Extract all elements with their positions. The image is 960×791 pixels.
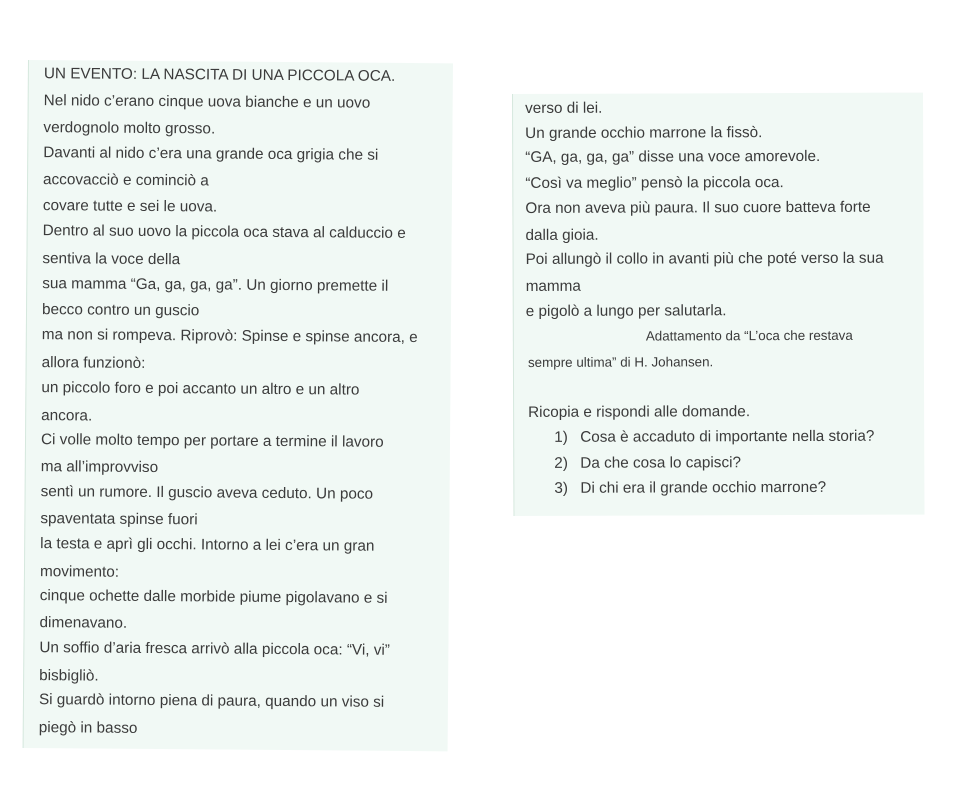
story-line: Davanti al nido c’era una grande oca grigia che si [43,144,379,164]
story-line: ancora. [41,407,93,425]
story-line: Un soffio d’aria fresca arrivò alla piccola oca: “Vi, vi” [39,639,391,659]
story-line: “GA, ga, ga, ga” disse una voce amorevole. [525,147,821,166]
story-line: dalla gioia. [525,226,599,244]
story-title: UN EVENTO: LA NASCITA DI UNA PICCOLA OCA. [43,65,396,85]
story-line: sentì un rumore. Il guscio aveva ceduto. Un poco [40,483,374,503]
attribution-line: Adattamento da “L’oca che restava [645,327,853,344]
question-number: 1) [554,428,568,446]
question-item [554,428,874,447]
story-line: Dentro al suo uovo la piccola oca stava al calduccio e [42,222,406,242]
story-line: verdognolo molto grosso. [43,119,216,138]
story-line: la testa e aprì gli occhi. Intorno a lei c’era un gran [40,535,375,555]
story-line: ma all’improvviso [40,458,159,477]
story-line: verso di lei. [525,99,603,117]
story-line: sentiva la voce della [42,250,181,269]
left-page [23,60,453,751]
question-number: 2) [554,454,568,472]
story-line: un piccolo foro e poi accanto un altro e un altro [41,379,360,399]
story-line: cinque ochette dalle morbide piume pigolavano e si [39,587,388,607]
story-line: accovacciò e cominciò a [42,171,209,190]
story-line: Un grande occhio marrone la fissò. [525,124,763,142]
question-item [554,454,741,473]
question-number: 3) [554,479,569,497]
question-text: Cosa è accaduto di importante nella storia? [580,427,875,446]
story-line: dimenavano. [39,614,128,632]
story-line: allora funzionò: [41,354,146,372]
story-line: piegò in basso [38,719,138,737]
story-line: Si guardò intorno piena di paura, quando un viso si [38,691,385,711]
question-text: Di chi era il grande occhio marrone? [580,478,827,497]
instructions: Ricopia e rispondi alle domande. [528,403,751,421]
story-line: e pigolò a lungo per salutarla. [525,302,727,320]
story-line: becco contro un guscio [41,301,200,320]
story-line: ma non si rompeva. Riprovò: Spinse e spinse ancora, e [41,326,418,347]
story-line: sua mamma “Ga, ga, ga, ga”. Un giorno premette il [42,275,389,295]
story-line: movimento: [39,563,120,581]
story-line: “Così va meglio” pensò la piccola oca. [525,174,784,192]
story-line: covare tutte e sei le uova. [42,197,218,216]
right-page [512,93,924,516]
story-line: Poi allungò il collo in avanti più che poté verso la sua [525,249,884,268]
story-line: mamma [525,277,581,295]
story-line: spaventata spinse fuori [40,510,198,529]
story-line: Nel nido c’erano cinque uova bianche e un uovo [43,92,371,112]
story-line: bisbigliò. [39,667,99,685]
question-text: Da che cosa lo capisci? [580,454,742,472]
attribution-line: sempre ultima” di H. Johansen. [527,354,714,370]
story-line: Ci volle molto tempo per portare a termine il lavoro [40,431,384,451]
question-item [554,479,826,498]
story-line: Ora non aveva più paura. Il suo cuore batteva forte [525,198,871,217]
